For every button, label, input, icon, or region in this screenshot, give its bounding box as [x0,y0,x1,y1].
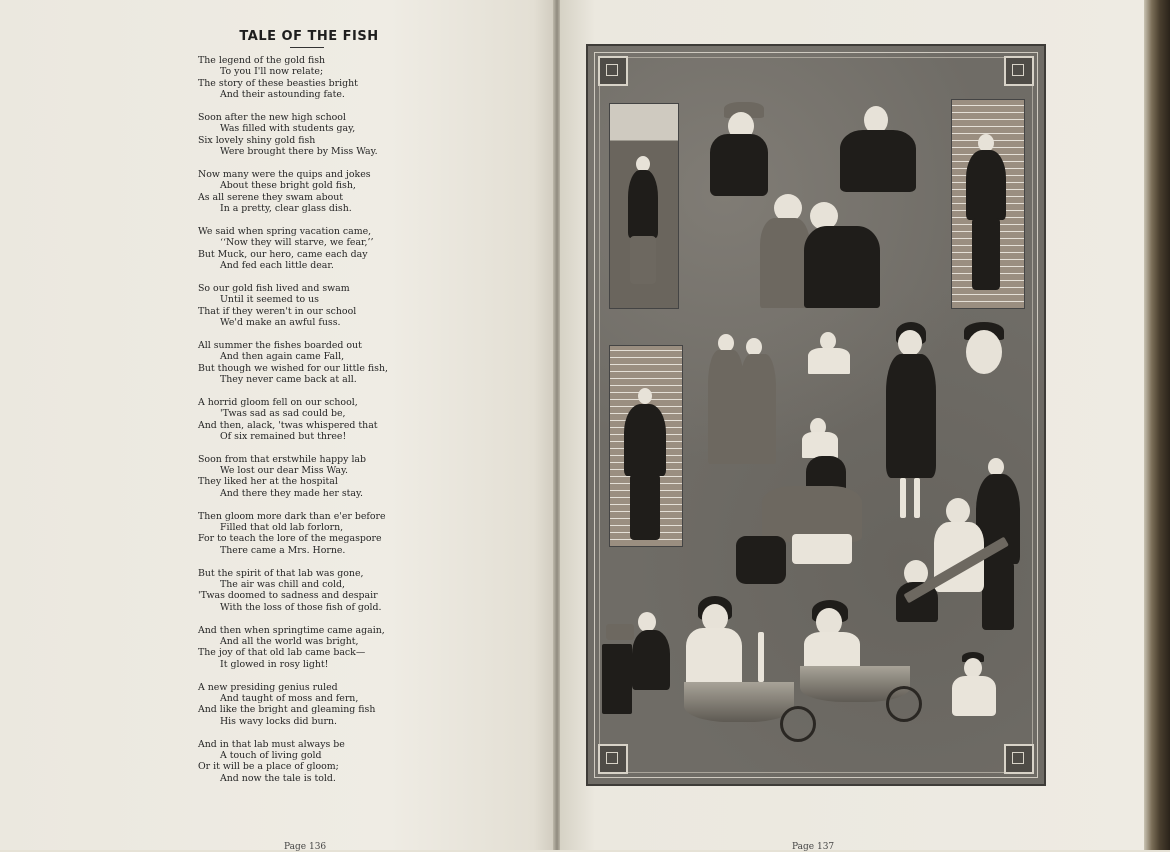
photo-man-at-typewriter [600,604,672,724]
poem-line: A touch of living gold [220,750,322,762]
poem-stanza [198,169,438,214]
corner-ornament-icon [1004,56,1034,86]
poem-line: A horrid gloom fell on our school, [198,396,358,408]
poem-line: 'Twas sad as sad could be, [220,408,346,420]
poem-line: And now the tale is told. [220,772,336,784]
poem-line: With the loss of those fish of gold. [220,601,382,613]
book-page-edges [1144,0,1170,850]
poem-line: And taught of moss and fern, [220,693,359,705]
poem-line: And like the bright and gleaming fish [198,704,376,716]
poem-line: Or it will be a place of gloom; [198,761,339,773]
poem-line: All summer the fishes boarded out [198,339,362,351]
page-number-left: Page 136 [284,842,327,852]
photo-boy-crouching [946,650,1002,720]
poem-line: To you I'll now relate; [220,66,324,78]
poem-line: That if they weren't in our school [198,305,357,317]
poem-line: Now many were the quips and jokes [198,168,371,180]
page-number-right: Page 137 [792,842,835,852]
poem-line: Filled that old lab forlorn, [220,522,344,534]
poem-line: As all serene they swam about [198,191,344,203]
left-page [0,0,556,850]
poem-stanza [198,568,438,613]
poem-line: Soon from that erstwhile happy lab [198,453,367,465]
poem-line: And there they made her stay. [220,487,364,499]
poem-line: Was filled with students gay, [220,123,356,135]
poem-line: Six lovely shiny gold fish [198,134,316,146]
photo-group-wrestling [732,416,876,588]
poem-line: The joy of that old lab came back— [198,647,366,659]
poem-line: They liked her at the hospital [198,476,338,488]
poem-line: And fed each little dear. [220,259,334,271]
poem-stanza [198,682,438,727]
poem-line: For to teach the lore of the megaspore [198,533,382,545]
poem-line: In a pretty, clear glass dish. [220,202,352,214]
poem-line: The legend of the gold fish [198,55,326,66]
title-rule [290,47,324,48]
poem-stanza [198,55,438,100]
poem-line: Until it seemed to us [220,294,319,306]
poem-line: But though we wished for our little fish, [198,362,388,374]
poem-stanza [198,625,438,670]
corner-ornament-icon [598,744,628,774]
poem-line: ‘‘Now they will starve, we fear,’’ [220,237,374,249]
poem-line: The air was chill and cold, [220,579,346,591]
photo-collage [586,44,1046,786]
corner-ornament-icon [598,56,628,86]
photo-man-in-suit-brick-wall [952,100,1024,308]
poem-line: And then again came Fall, [220,351,345,363]
poem-stanza [198,397,438,442]
photo-boy-in-sweater [830,100,918,196]
poem-stanza [198,454,438,499]
poem-line: And then when springtime came again, [198,624,385,636]
photo-boy-against-brick-wall [610,346,682,546]
poem-body [198,55,438,796]
poem-line: And all the world was bright, [220,636,359,648]
photo-girl-in-dress [882,322,940,522]
poem-title: TALE OF THE FISH [239,29,379,44]
poem-line: We'd make an awful fuss. [220,316,341,328]
photo-boy-portrait [958,322,1010,384]
photo-girl-in-wheelbarrow [786,600,932,740]
photo-boy-in-doorway [610,104,678,308]
photo-boy-in-cap [708,98,772,202]
poem-line: 'Twas doomed to sadness and despair [198,590,378,602]
poem-line: We lost our dear Miss Way. [220,465,348,477]
poem-stanza [198,511,438,556]
poem-line: About these bright gold fish, [220,180,356,192]
poem-stanza [198,340,438,385]
poem-line: And their astounding fate. [220,88,345,100]
poem-line: But the spirit of that lab was gone, [198,567,364,579]
poem-stanza [198,283,438,328]
poem-line: His wavy locks did burn. [220,715,338,727]
poem-line: There came a Mrs. Horne. [220,544,346,556]
poem-line: So our gold fish lived and swam [198,282,350,294]
poem-line: Then gloom more dark than e'er before [198,510,386,522]
poem-line: The story of these beasties bright [198,77,358,89]
poem-line: Were brought there by Miss Way. [220,145,378,157]
poem-line: And in that lab must always be [198,738,345,750]
photo-boy-sitting [806,330,852,376]
poem-line: They never came back at all. [220,373,357,385]
poem-line: It glowed in rosy light! [220,658,329,670]
photo-two-boys-laughing [756,188,882,310]
poem-stanza [198,739,438,784]
poem-line: Soon after the new high school [198,111,346,123]
poem-line: We said when spring vacation came, [198,225,372,237]
poem-stanza [198,226,438,271]
poem-stanza [198,112,438,157]
corner-ornament-icon [1004,744,1034,774]
poem-line: A new presiding genius ruled [198,681,338,693]
poem-line: Of six remained but three! [220,430,347,442]
poem-line: But Muck, our hero, came each day [198,248,368,260]
poem-line: And then, alack, 'twas whispered that [198,419,378,431]
